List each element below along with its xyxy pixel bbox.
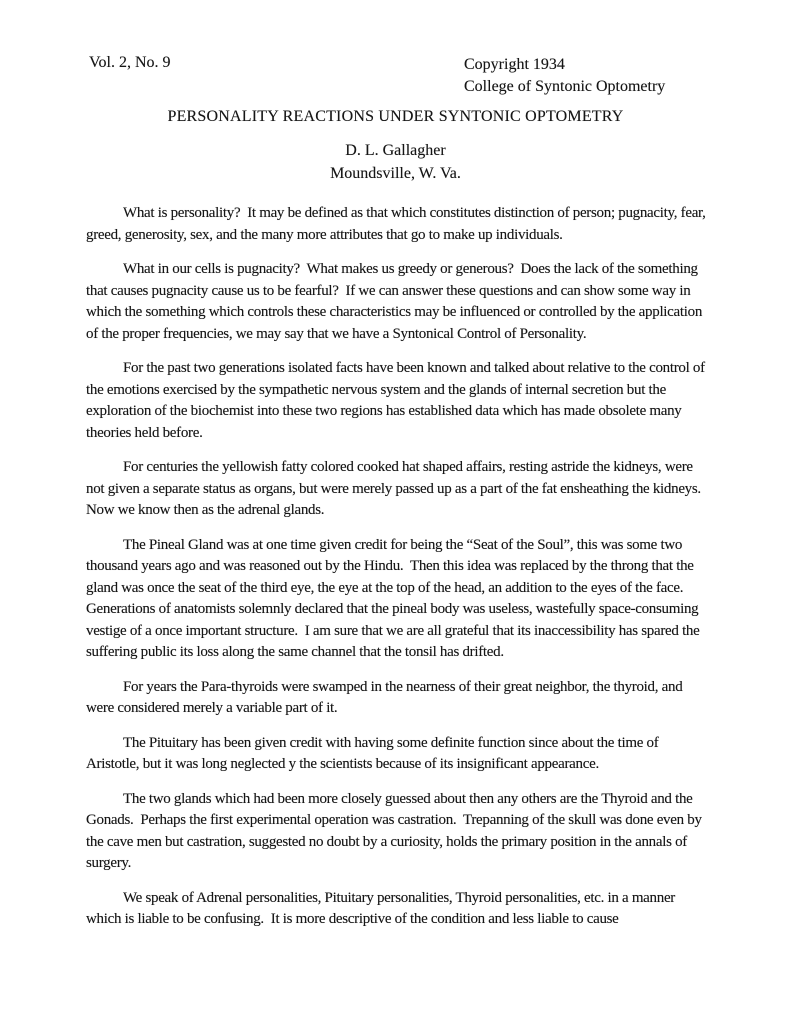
paragraph: What is personality? It may be defined as that which constitutes distinction of person; pugnacity, fear, greed, generosity, sex, and the many more attributes that go to make up individuals. (86, 205, 710, 243)
author-block (0, 140, 791, 185)
volume-issue-line: Vol. 2, No. 9 (89, 54, 171, 71)
paragraph: The Pineal Gland was at one time given credit for being the “Seat of the Soul”, this was some two thousand years ago and was reasoned out by the Hindu. Then this idea was replaced by the throng that the gland was once the seat of the third eye, the eye at the top of the head, an addition to the eyes of the face. Generations of anatomists solemnly declared that the pineal body was useless, wastefully space-consuming vestige of a once important structure. I am sure that we are all grateful that its inaccessibility has spared the suffering public its loss along the same channel that the tonsil has drifted. (86, 536, 703, 660)
page-title: PERSONALITY REACTIONS UNDER SYNTONIC OPTOMETRY (167, 108, 624, 125)
paragraph: What in our cells is pugnacity? What makes us greedy or generous? Does the lack of the something that causes pugnacity cause us to be fearful? If we can answer these questions and can show some way in which the something which controls these characteristics may be influenced or controlled by the application of the proper frequencies, we may say that we have a Syntonical Control of Personality. (86, 261, 706, 342)
article-body (86, 203, 708, 944)
author-location: Moundsville, W. Va. (330, 164, 461, 182)
paragraph: The Pituitary has been given credit with having some definite function since about the time of Aristotle, but it was long neglected y the scientists because of its insignificant appearance. (86, 734, 662, 772)
paragraph: For years the Para-thyroids were swamped in the nearness of their great neighbor, the thyroid, and were considered merely a variable part of it. (86, 678, 686, 716)
copyright-line: Copyright 1934 (464, 56, 565, 73)
paragraph: For centuries the yellowish fatty colored cooked hat shaped affairs, resting astride the kidneys, were not given a separate status as organs, but were merely passed up as a part of the fat ensheathing the kidneys. Now we know then as the adrenal glands. (86, 459, 708, 518)
author-name: D. L. Gallagher (345, 142, 446, 159)
paragraph: For the past two generations isolated facts have been known and talked about relative to the control of the emotions exercised by the sympathetic nervous system and the glands of internal secretion but the exploration of the biochemist into these two regions has established data which has made obsolete many theories held before. (86, 360, 709, 441)
copyright-block (464, 54, 665, 98)
publisher-line: College of Syntonic Optometry (464, 78, 666, 95)
paragraph: We speak of Adrenal personalities, Pituitary personalities, Thyroid personalities, etc. in a manner which is liable to be confusing. It is more descriptive of the condition and less liable to cause (86, 889, 679, 927)
paragraph: The two glands which had been more closely guessed about then any others are the Thyroid and the Gonads. Perhaps the first experimental operation was castration. Trepanning of the skull was done even by the cave men but castration, suggested no doubt by a curiosity, holds the primary position in the annals of surgery. (86, 790, 706, 871)
